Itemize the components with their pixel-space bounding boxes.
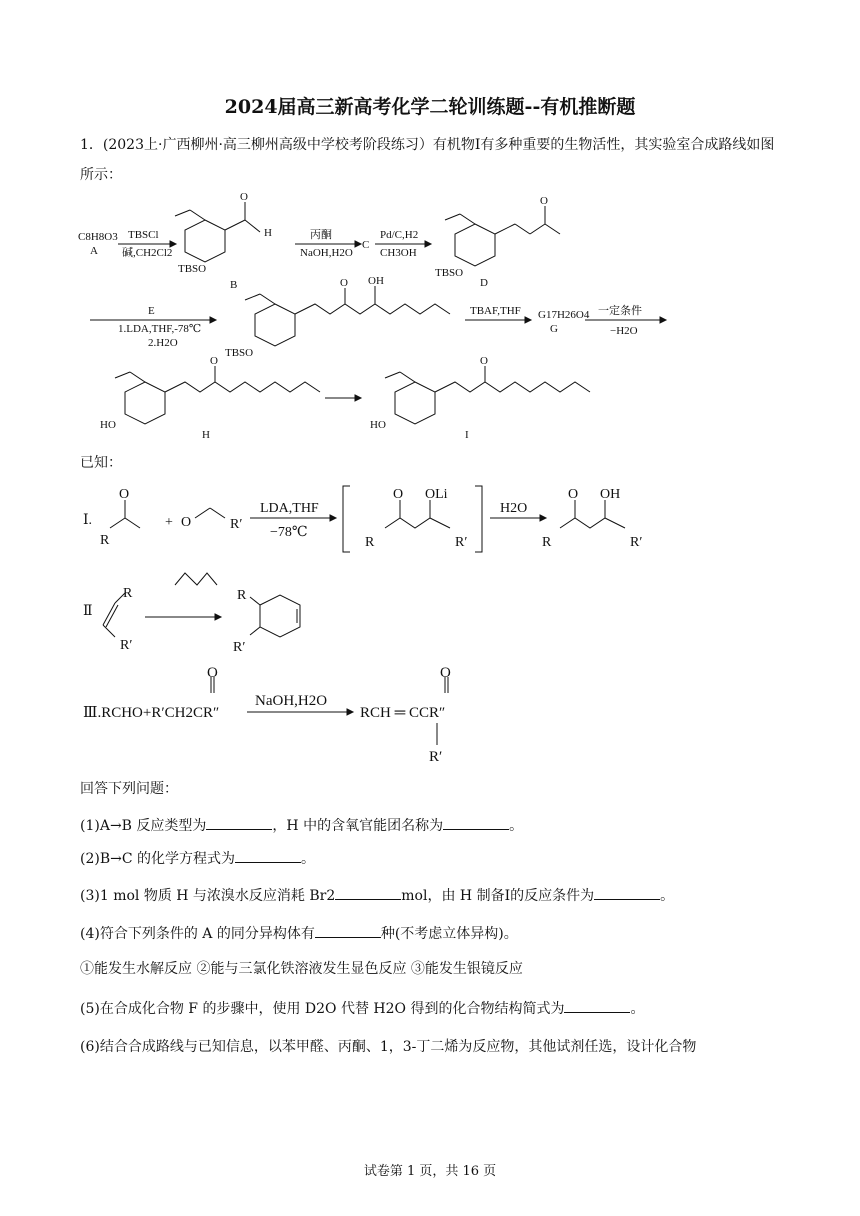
compound-a-formula: C8H8O3: [78, 231, 118, 243]
f-hydroxyl-oh: OH: [368, 275, 384, 287]
part-3-mid: mol，由 H 制备Ⅰ的反应条件为: [401, 888, 595, 904]
part-1-mid: ，H 中的含氧官能团名称为: [272, 818, 444, 834]
known-ii-label: Ⅱ: [83, 604, 93, 619]
answer-blank[interactable]: [564, 1000, 630, 1013]
compound-b-label: B: [230, 279, 238, 291]
known-iii-reactant-o: O: [207, 665, 218, 681]
known-ii-r: R: [123, 586, 133, 601]
part-3: [80, 885, 674, 905]
step2-condition: NaOH,H2O: [300, 247, 353, 259]
d-ketone-o: O: [540, 195, 548, 207]
known-ii-rp: R′: [120, 638, 133, 653]
synthesis-route-diagram: [70, 192, 790, 442]
compound-c-label: C: [362, 239, 370, 251]
answer-blank[interactable]: [594, 887, 660, 900]
answer-prompt: 回答下列问题：: [80, 781, 178, 797]
known-i-cond-bottom: −78℃: [270, 525, 308, 540]
part-4: [80, 923, 518, 943]
known-reaction-3: [75, 665, 575, 765]
ho-label-i: HO: [370, 419, 386, 431]
tbso-label-b: TBSO: [178, 263, 207, 275]
known-i-mid-o: O: [393, 487, 404, 502]
part-6: (6)结合合成路线与已知信息，以苯甲醛、丙酮、1，3-丁二烯为反应物，其他试剂任选，设计化合物: [80, 1039, 697, 1055]
known-i-mid-r: R: [365, 535, 375, 550]
part-4-conditions: ①能发生水解反应 ②能与三氯化铁溶液发生显色反应 ③能发生银镜反应: [80, 961, 523, 977]
question-intro: 1．(2023上·广西柳州·高三柳州高级中学校考阶段练习）有机物Ⅰ有多种重要的生物活性，其实验室合成路线如图所示：: [80, 137, 775, 183]
known-ii-prod-rp: R′: [233, 640, 246, 655]
known-label: 已知：: [80, 455, 122, 471]
tbso-label-f: TBSO: [225, 347, 254, 359]
step6-condition: 一定条件: [598, 305, 642, 317]
step1-reagent: TBSCl: [128, 229, 159, 241]
part-5: [80, 998, 644, 1018]
answer-blank[interactable]: [315, 925, 381, 938]
f-ketone-o: O: [340, 277, 348, 289]
known-i-prod-o: O: [568, 487, 579, 502]
known-i-mid-rp: R′: [455, 535, 468, 550]
part-1-text: (1)A→B 反应类型为: [80, 818, 207, 834]
part-2-end: 。: [301, 851, 316, 867]
known-iii-product: RCH ═ CCR″: [360, 705, 446, 721]
known-i-mid-oli: OLi: [425, 487, 448, 502]
step6-elimination: −H2O: [610, 325, 638, 337]
step4-condition-1: 1.LDA,THF,-78℃: [118, 323, 202, 335]
part-3-text: (3)1 mol 物质 H 与浓溴水反应消耗 Br2: [80, 888, 336, 904]
ho-label-h: HO: [100, 419, 116, 431]
known-i-aldehyde-o: O: [181, 515, 192, 530]
part-5-end: 。: [630, 1001, 645, 1017]
part-2: [80, 848, 315, 868]
i-ketone-o: O: [480, 355, 488, 367]
b-aldehyde-h: H: [264, 227, 272, 239]
known-reaction-2: [75, 565, 335, 665]
step5-reagent: TBAF,THF: [470, 305, 521, 317]
part-3-end: 。: [660, 888, 675, 904]
part-2-text: (2)B→C 的化学方程式为: [80, 851, 236, 867]
known-ii-prod-r: R: [237, 588, 247, 603]
step4-condition-2: 2.H2O: [148, 337, 178, 349]
compound-d-label: D: [480, 277, 488, 289]
page-title: 2024届高三新高考化学二轮训练题--有机推断题: [224, 96, 636, 118]
answer-blank[interactable]: [206, 817, 272, 830]
answer-blank[interactable]: [235, 850, 301, 863]
part-4-text: (4)符合下列条件的 A 的同分异构体有: [80, 926, 315, 942]
part-1: [80, 815, 523, 835]
compound-a-label: A: [90, 245, 98, 257]
step3-reagent: Pd/C,H2: [380, 229, 419, 241]
answer-blank[interactable]: [443, 817, 509, 830]
step2-reagent: 丙酮: [310, 229, 332, 241]
page-footer: 试卷第 1 页，共 16 页: [363, 1164, 497, 1179]
part-1-end: 。: [509, 818, 524, 834]
step4-reagent: E: [148, 305, 155, 317]
known-i-plus: +: [165, 515, 173, 530]
part-5-text: (5)在合成化合物 F 的步骤中，使用 D2O 代替 H2O 得到的化合物结构简式为: [80, 1001, 565, 1017]
compound-g-label: G: [550, 323, 558, 335]
known-reaction-1: [75, 478, 695, 558]
known-i-prod-r: R: [542, 535, 552, 550]
compound-i-label: I: [465, 429, 469, 441]
h-ketone-o: O: [210, 355, 218, 367]
known-i-reactant-r: R: [100, 533, 110, 548]
known-i-cond-top: LDA,THF: [260, 501, 319, 516]
known-iii-product-o: O: [440, 665, 451, 681]
known-i-prod-rp: R′: [630, 535, 643, 550]
known-i-label: Ⅰ.: [83, 513, 93, 528]
known-i-prod-oh: OH: [600, 487, 621, 502]
known-iii-product-rp: R′: [429, 749, 443, 765]
tbso-label-d: TBSO: [435, 267, 464, 279]
known-iii-condition: NaOH,H2O: [255, 693, 328, 709]
known-i-reactant-o: O: [119, 487, 130, 502]
compound-g-formula: G17H26O4: [538, 309, 590, 321]
known-i-aldehyde-rp: R′: [230, 517, 243, 532]
step1-condition: 碱,CH2Cl2: [122, 247, 173, 259]
answer-blank[interactable]: [335, 887, 401, 900]
compound-h-label: H: [202, 429, 210, 441]
known-i-water: H2O: [500, 501, 528, 516]
part-4-end: 种(不考虑立体异构)。: [380, 926, 518, 942]
step3-condition: CH3OH: [380, 247, 417, 259]
b-aldehyde-o: O: [240, 192, 248, 203]
known-iii-reactants: Ⅲ.RCHO+R′CH2CR″: [83, 705, 220, 721]
